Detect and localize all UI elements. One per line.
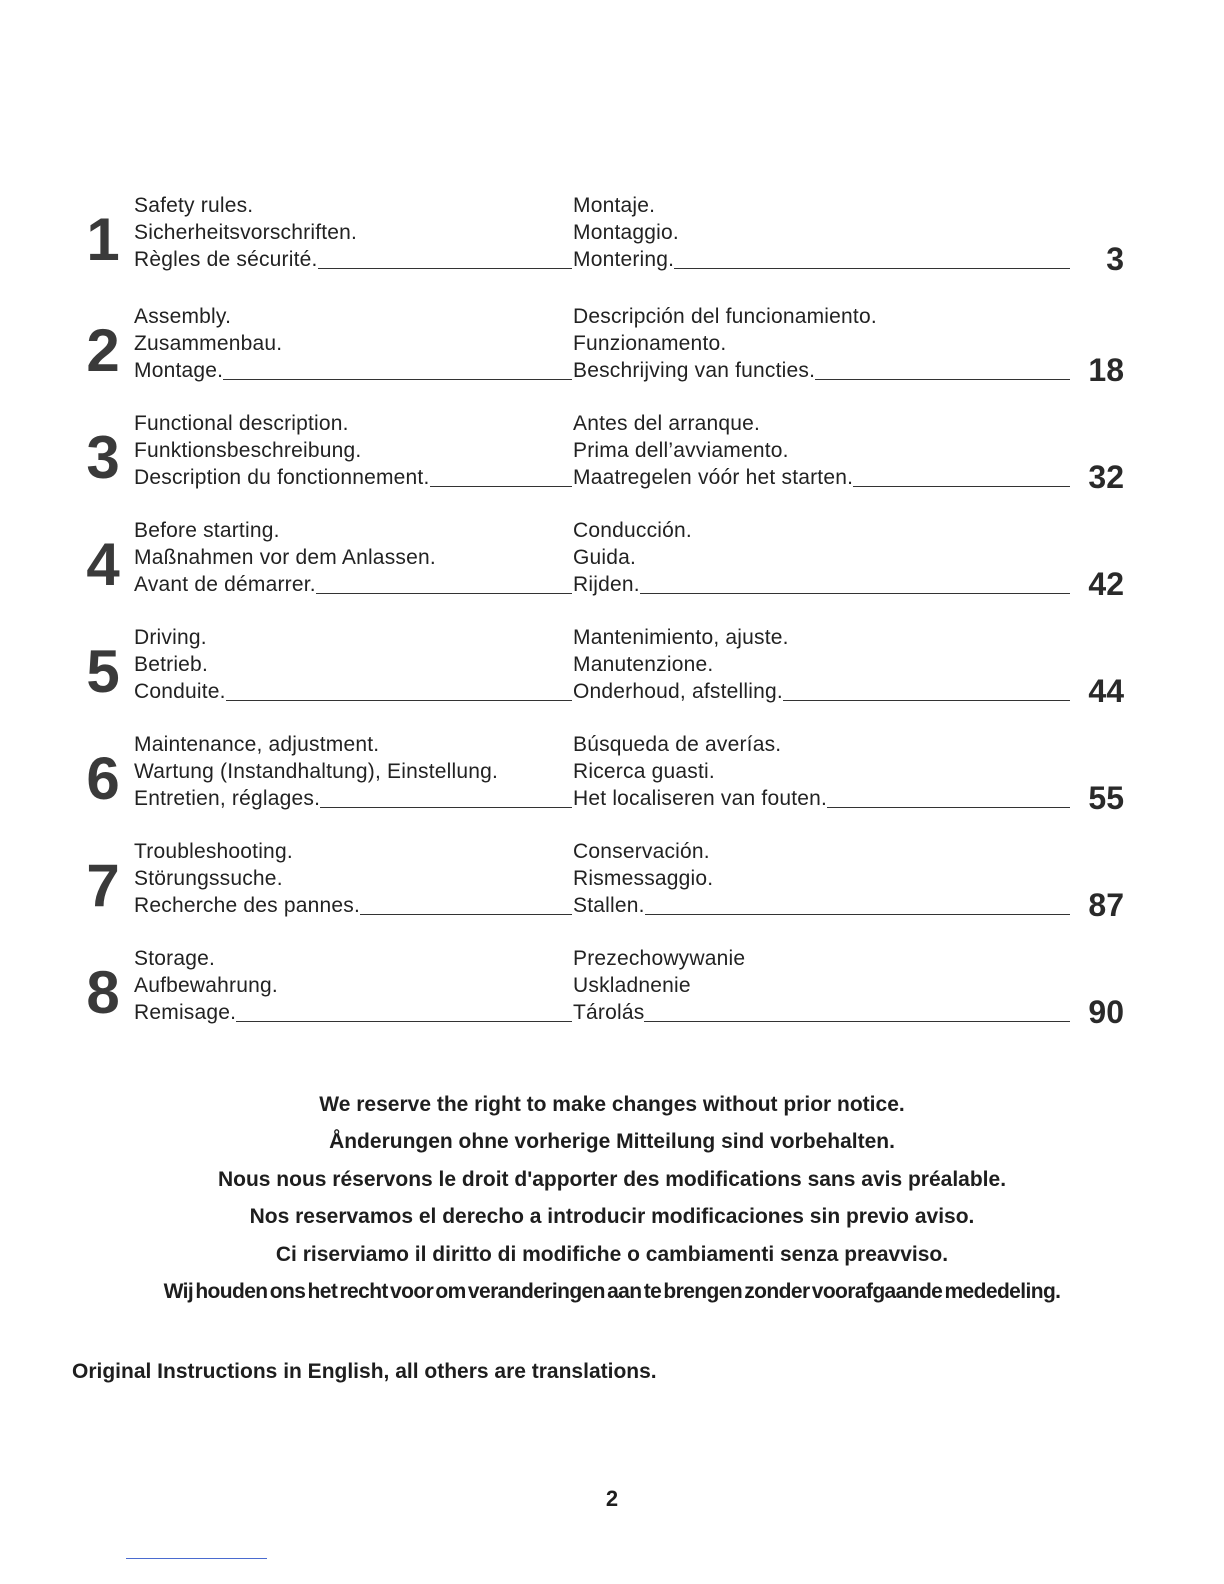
toc-title-it: Manutenzione.	[573, 653, 714, 676]
toc-title-fr-text: Entretien, réglages.	[134, 787, 321, 810]
toc-title-nl-text: Beschrijving van functies.	[573, 359, 816, 382]
leader-line	[640, 593, 1070, 594]
notice-en: We reserve the right to make changes without prior notice.	[319, 1093, 905, 1116]
leader-line	[853, 486, 1070, 487]
toc-title-fr	[134, 465, 572, 491]
toc-title-de: Betrieb.	[134, 653, 208, 676]
notice-es: Nos reservamos el derecho a introducir modificaciones sin previo aviso.	[249, 1205, 975, 1229]
toc-title-fr-text: Remisage.	[134, 1001, 237, 1024]
section-number: 1	[86, 206, 120, 273]
leader-line	[674, 268, 1070, 269]
section-number: 3	[86, 424, 120, 491]
toc-title-it: Prima dell’avviamento.	[573, 439, 789, 462]
toc-title-fr-text: Recherche des pannes.	[134, 894, 361, 917]
section-number: 6	[86, 745, 120, 812]
toc-title-es: Búsqueda de averías.	[573, 733, 782, 756]
toc-title-en: Maintenance, adjustment.	[134, 733, 380, 756]
leader-line	[320, 807, 572, 808]
toc-title-es: Conservación.	[573, 840, 710, 863]
page-number: 2	[605, 1486, 619, 1511]
toc-title-fr	[134, 679, 572, 705]
toc-title-es: Mantenimiento, ajuste.	[573, 626, 789, 649]
toc-title-fr	[134, 572, 572, 598]
toc-title-it: Rismessaggio.	[573, 867, 714, 890]
leader-line	[644, 1021, 1070, 1022]
notice-de: Ånderungen ohne vorherige Mitteilung sind vorbehalten.	[329, 1130, 895, 1154]
toc-title-it: Guida.	[573, 546, 637, 569]
toc-title-hu-text: Tárolás	[573, 1001, 645, 1024]
toc-title-de: Zusammenbau.	[134, 332, 283, 355]
toc-page-number: 3	[1106, 241, 1124, 277]
toc-page-number: 32	[1088, 459, 1124, 495]
leader-line	[316, 593, 572, 594]
toc-title-fr-text: Règles de sécurité.	[134, 248, 318, 271]
toc-title-de: Funktionsbeschreibung.	[134, 439, 362, 462]
toc-entry-3[interactable]	[0, 411, 1224, 501]
toc-title-de: Wartung (Instandhaltung), Einstellung.	[134, 760, 499, 783]
toc-title-en: Assembly.	[134, 305, 232, 328]
toc-title-fr-text: Avant de démarrer.	[134, 573, 316, 596]
section-number: 2	[86, 317, 120, 384]
toc-page-number: 90	[1088, 994, 1124, 1030]
leader-line	[318, 268, 572, 269]
toc-entry-5[interactable]	[0, 625, 1224, 715]
toc-title-en: Driving.	[134, 626, 207, 649]
toc-title-sk: Uskladnenie	[573, 974, 691, 997]
toc-title-pl: Prezechowywanie	[573, 947, 746, 970]
notice-fr: Nous nous réservons le droit d'apporter des modifications sans avis préalable.	[217, 1167, 1007, 1191]
leader-line	[360, 914, 572, 915]
toc-title-nl-text: Maatregelen vóór het starten.	[573, 466, 854, 489]
toc-title-fr	[134, 786, 572, 812]
leader-line	[226, 700, 572, 701]
toc-title-nl	[573, 358, 1070, 384]
toc-page-number: 18	[1088, 352, 1124, 388]
toc-title-en: Storage.	[134, 947, 215, 970]
toc-title-en: Before starting.	[134, 519, 280, 542]
toc-title-nl	[573, 247, 1070, 273]
toc-title-de: Aufbewahrung.	[134, 974, 278, 997]
toc-title-nl	[573, 893, 1070, 919]
toc-title-es: Conducción.	[573, 519, 692, 542]
toc-entry-7[interactable]	[0, 839, 1224, 929]
toc-title-fr	[134, 247, 572, 273]
toc-title-nl	[573, 679, 1070, 705]
toc-title-hu	[573, 1000, 1070, 1026]
leader-line	[645, 914, 1070, 915]
toc-entry-6[interactable]	[0, 732, 1224, 822]
toc-title-fr-text: Conduite.	[134, 680, 226, 703]
leader-line	[827, 807, 1070, 808]
toc-title-en: Functional description.	[134, 412, 349, 435]
toc-title-fr-text: Montage.	[134, 359, 224, 382]
toc-title-fr	[134, 893, 572, 919]
toc-entry-1[interactable]	[0, 193, 1224, 283]
toc-entry-2[interactable]	[0, 304, 1224, 394]
section-number: 7	[86, 852, 120, 919]
toc-title-fr-text: Description du fonctionnement.	[134, 466, 430, 489]
section-number: 5	[86, 638, 120, 705]
toc-title-fr	[134, 358, 572, 384]
toc-title-nl	[573, 786, 1070, 812]
toc-title-nl-text: Stallen.	[573, 894, 645, 917]
change-notice-block	[0, 1086, 1224, 1310]
toc-title-nl	[573, 572, 1070, 598]
leader-line	[430, 486, 573, 487]
toc-title-en: Safety rules.	[134, 194, 254, 217]
toc-entry-4[interactable]	[0, 518, 1224, 608]
toc-title-nl-text: Onderhoud, afstelling.	[573, 680, 783, 703]
toc-title-es: Montaje.	[573, 194, 656, 217]
toc-title-it: Montaggio.	[573, 221, 679, 244]
section-number: 8	[86, 959, 120, 1026]
toc-title-es: Descripción del funcionamiento.	[573, 305, 877, 328]
toc-title-en: Troubleshooting.	[134, 840, 293, 863]
leader-line	[236, 1021, 572, 1022]
toc-title-nl-text: Montering.	[573, 248, 675, 271]
toc-entry-8[interactable]	[0, 946, 1224, 1036]
leader-line	[783, 700, 1070, 701]
toc-title-de: Störungssuche.	[134, 867, 283, 890]
section-number: 4	[86, 531, 120, 598]
footer-rule	[126, 1558, 267, 1559]
toc-title-nl-text: Rijden.	[573, 573, 640, 596]
toc-title-it: Funzionamento.	[573, 332, 727, 355]
toc-title-fr	[134, 1000, 572, 1026]
original-instructions-note: Original Instructions in English, all others are translations.	[72, 1360, 657, 1383]
toc-page-number: 55	[1088, 780, 1124, 816]
toc-title-it: Ricerca guasti.	[573, 760, 715, 783]
toc-title-de: Sicherheitsvorschriften.	[134, 221, 358, 244]
toc-title-de: Maßnahmen vor dem Anlassen.	[134, 546, 436, 569]
toc-title-es: Antes del arranque.	[573, 412, 761, 435]
notice-it: Ci riserviamo il diritto di modifiche o cambiamenti senza preavviso.	[275, 1242, 949, 1266]
notice-nl: Wij houden ons het recht voor om veranderingen aan te brengen zonder voorafgaande mededeling.	[163, 1280, 1061, 1304]
leader-line	[815, 379, 1070, 380]
toc-page-number: 42	[1088, 566, 1124, 602]
toc-page-number: 44	[1088, 673, 1124, 709]
toc-title-nl-text: Het localiseren van fouten.	[573, 787, 828, 810]
toc-page-number: 87	[1088, 887, 1124, 923]
toc-title-nl	[573, 465, 1070, 491]
leader-line	[223, 379, 572, 380]
